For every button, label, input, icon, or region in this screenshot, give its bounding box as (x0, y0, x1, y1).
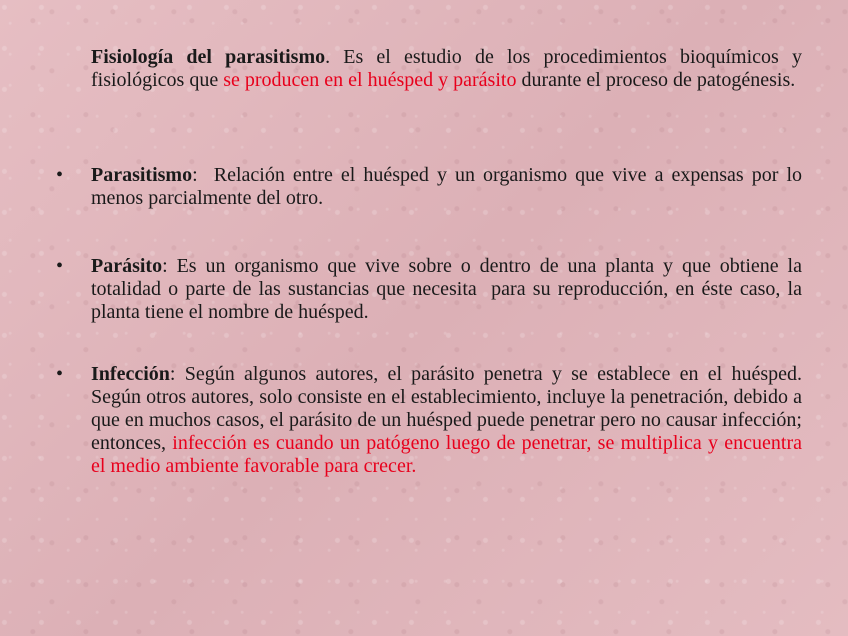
parasitismo-colon: : (192, 164, 198, 186)
infeccion-paragraph (91, 363, 802, 478)
intro-term: Fisiología del parasitismo (91, 46, 326, 68)
parasito-term: Parásito (91, 255, 163, 277)
infeccion-term: Infección (91, 363, 170, 385)
intro-paragraph (91, 46, 802, 92)
parasitismo-term: Parasitismo (91, 164, 193, 186)
intro-highlight: se producen en el huésped y parásito (223, 69, 517, 91)
parasitismo-paragraph (91, 164, 807, 210)
infeccion-highlight: infección es cuando un patógeno luego de penetrar, se multiplica y encuentra el medio ambiente favorable para crecer. (91, 432, 802, 477)
parasito-paragraph (91, 255, 807, 324)
infeccion-colon: : (169, 363, 176, 385)
bullet-marker: • (56, 363, 64, 385)
parasito-colon: : (162, 255, 168, 277)
intro-text-after: durante el proceso de patogénesis. (516, 69, 796, 91)
bullet-marker: • (56, 164, 64, 186)
parasito-text: Es un organismo que vive sobre o dentro de una planta y que obtiene la totalidad o parte de las sustancias que necesita para su reproducción, en éste caso, la planta tiene el nombre de huésped. (91, 255, 807, 323)
infeccion-text: Según algunos autores, el parásito penetra y se establece en el huésped. Según otros autores, solo consiste en el establecimiento, incluye la penetración, debido a que en muchos casos, el parásito de un huésped puede penetrar pero no causar infección; entonces, (91, 363, 802, 454)
intro-text-before: . Es el estudio de los procedimientos bioquímicos y fisiológicos que (91, 46, 802, 91)
bullet-marker: • (56, 255, 64, 277)
parasitismo-text: Relación entre el huésped y un organismo que vive a expensas por lo menos parcialmente del otro. (91, 164, 807, 209)
